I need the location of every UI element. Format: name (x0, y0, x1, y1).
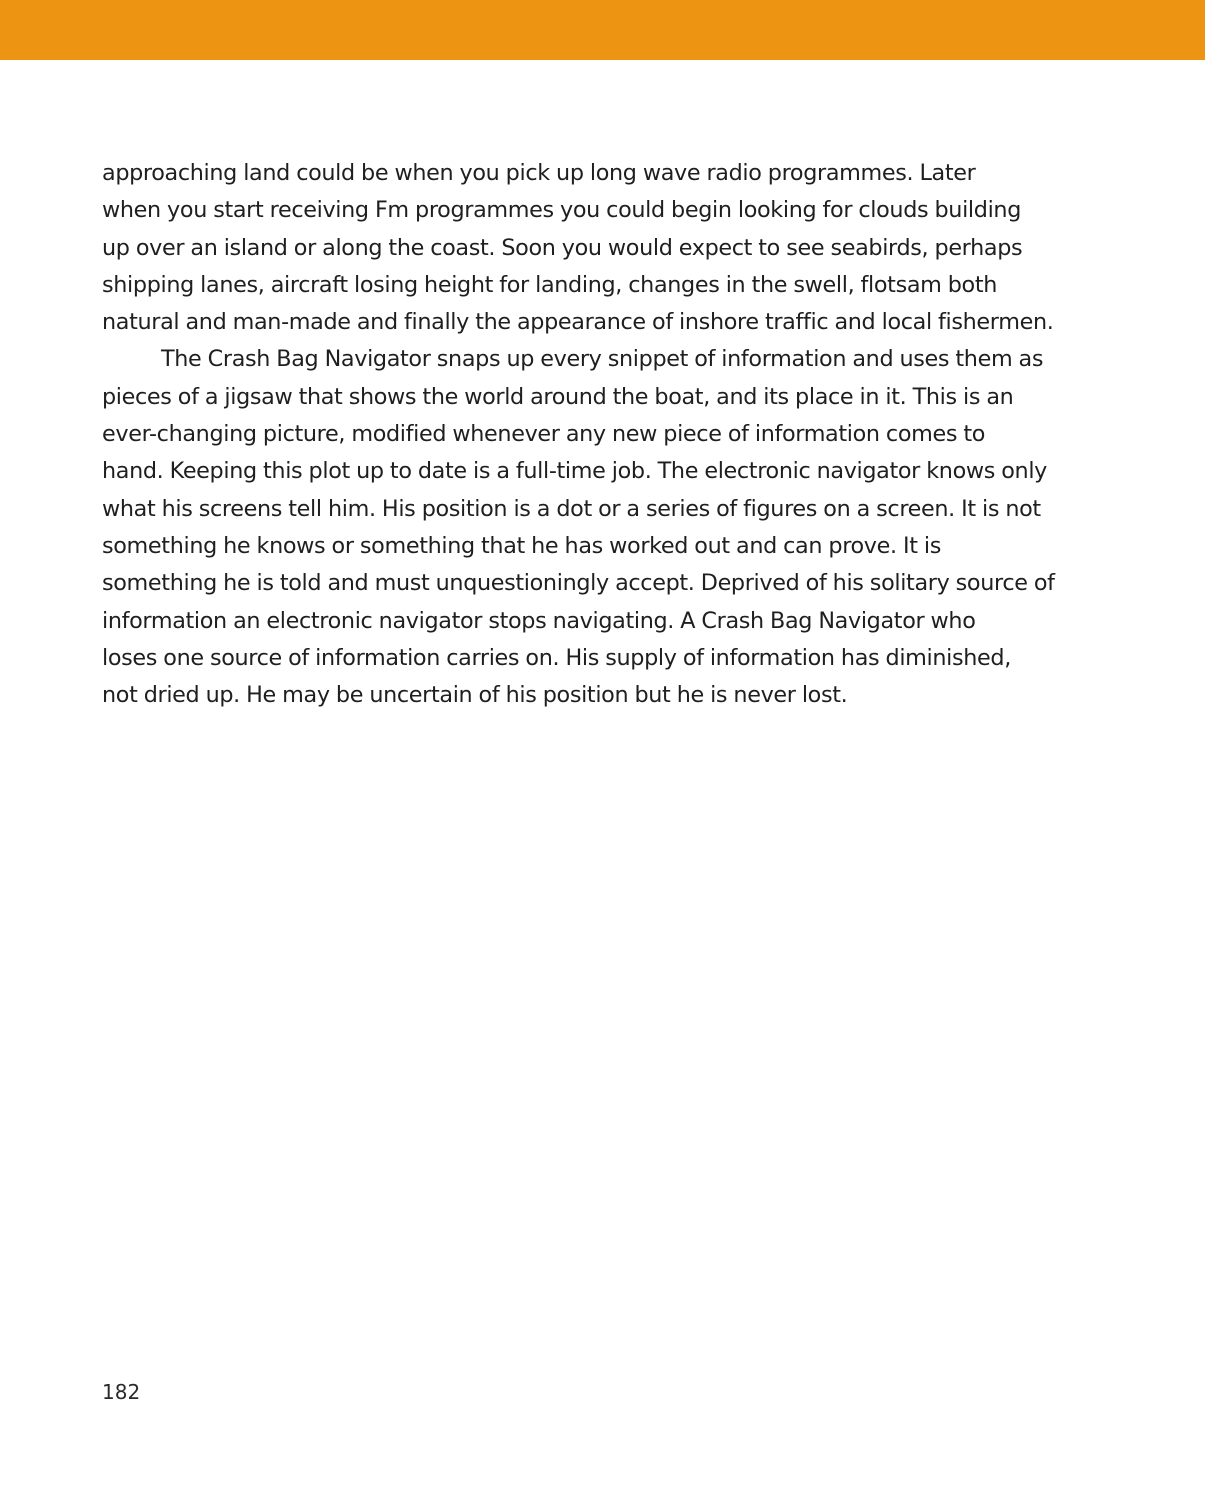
text-line: information an electronic navigator stops navigating. A Crash Bag Navigator who (102, 607, 976, 634)
text-line: when you start receiving Fm programmes you could begin looking for clouds building (102, 197, 1022, 224)
text-line: something he knows or something that he has worked out and can prove. It is (102, 532, 941, 559)
text-line: up over an island or along the coast. Soon you would expect to see seabirds, perhaps (102, 234, 1023, 261)
text-line: what his screens tell him. His position is a dot or a series of figures on a screen. It is not (102, 495, 1041, 522)
text-line: pieces of a jigsaw that shows the world around the boat, and its place in it. This is an (102, 383, 1014, 410)
text-line: The Crash Bag Navigator snaps up every snippet of information and uses them as (161, 346, 1044, 373)
paragraph-continued (102, 155, 1062, 341)
header-color-band (0, 0, 1205, 60)
paragraph-crash-bag-navigator (102, 341, 1062, 714)
text-line: hand. Keeping this plot up to date is a full-time job. The electronic navigator knows only (102, 458, 1048, 485)
text-line: approaching land could be when you pick up long wave radio programmes. Later (102, 160, 976, 186)
text-line: shipping lanes, aircraft losing height for landing, changes in the swell, flotsam both (102, 271, 998, 298)
text-line: something he is told and must unquestioningly accept. Deprived of his solitary source of (102, 570, 1055, 597)
text-line: ever-changing picture, modified whenever any new piece of information comes to (102, 421, 986, 448)
text-line: not dried up. He may be uncertain of his position but he is never lost. (102, 682, 848, 709)
body-text (102, 155, 1062, 714)
text-line: loses one source of information carries on. His supply of information has diminished, (102, 644, 1011, 671)
page-number: 182 (102, 1380, 141, 1404)
text-line: natural and man-made and finally the appearance of inshore traffic and local fishermen. (102, 309, 1054, 336)
